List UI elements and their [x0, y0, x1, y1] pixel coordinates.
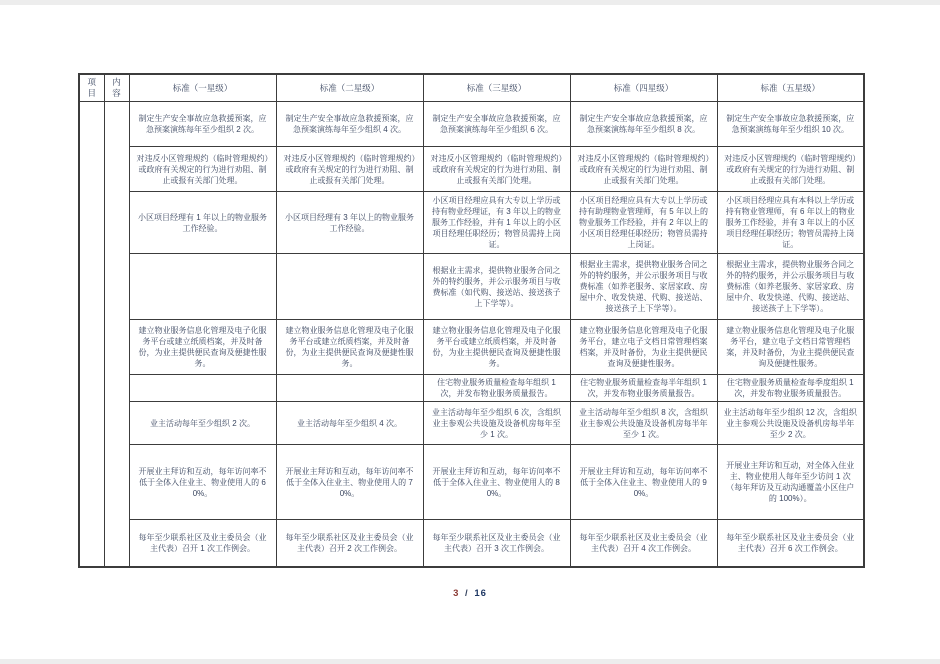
header-project-label: 项目 [87, 77, 97, 98]
standard-cell-r4-star3: 根据业主需求，提供物业服务合同之外的特约服务，并公示服务项目与收费标准（如代购、接送站、接送孩子上下学等）。 [423, 254, 570, 320]
standard-cell-r6-star4: 住宅物业服务质量检查每半年组织 1 次，并发布物业服务质量报告。 [570, 375, 717, 402]
standard-cell-r7-star3: 业主活动每年至少组织 6 次，含组织业主参观公共设施及设备机房每年至少 1 次。 [423, 402, 570, 445]
table-row [79, 375, 864, 402]
standard-cell-r6-star2 [276, 375, 423, 402]
standard-cell-r4-star5: 根据业主需求，提供物业服务合同之外的特约服务，并公示服务项目与收费标准（如养老服务、家居家政、房屋中介、收发快递、代购、接送站、接送孩子上下学等）。 [717, 254, 864, 320]
standard-cell-r3-star2: 小区项目经理有 3 年以上的物业服务工作经验。 [276, 192, 423, 254]
standard-cell-r9-star3: 每年至少联系社区及业主委员会（业主代表）召开 3 次工作例会。 [423, 520, 570, 567]
table-body [79, 102, 864, 567]
standard-cell-r4-star1 [129, 254, 276, 320]
table-row [79, 402, 864, 445]
standard-cell-r1-star3: 制定生产安全事故应急救援预案，应急预案演练每年至少组织 6 次。 [423, 102, 570, 147]
standard-cell-r3-star3: 小区项目经理应具有大专以上学历或持有物业经理证，有 3 年以上的物业服务工作经验，并有 1 年以上的小区项目经理任职经历；物管员需持上岗证。 [423, 192, 570, 254]
content-column-cell [104, 102, 129, 567]
standard-cell-r7-star1: 业主活动每年至少组织 2 次。 [129, 402, 276, 445]
standard-cell-r4-star4: 根据业主需求，提供物业服务合同之外的特约服务，并公示服务项目与收费标准（如养老服务、家居家政、房屋中介、收发快递、代购、接送站、接送孩子上下学等）。 [570, 254, 717, 320]
table-row [79, 102, 864, 147]
table-row [79, 445, 864, 520]
standard-cell-r1-star2: 制定生产安全事故应急救援预案，应急预案演练每年至少组织 4 次。 [276, 102, 423, 147]
header-project [79, 74, 104, 102]
standard-cell-r6-star5: 住宅物业服务质量检查每季度组织 1 次，并发布物业服务质量报告。 [717, 375, 864, 402]
header-star3: 标准（三星级） [423, 74, 570, 102]
standard-cell-r5-star1: 建立物业服务信息化管理及电子化服务平台或建立纸质档案，并及时备份，为业主提供便民查询及便捷性服务。 [129, 320, 276, 375]
standard-cell-r8-star3: 开展业主拜访和互动，每年访问率不低于全体入住业主、物业使用人的 80%。 [423, 445, 570, 520]
header-star4: 标准（四星级） [570, 74, 717, 102]
header-star1: 标准（一星级） [129, 74, 276, 102]
standard-cell-r7-star5: 业主活动每年至少组织 12 次，含组织业主参观公共设施及设备机房每半年至少 2 次。 [717, 402, 864, 445]
standard-cell-r6-star1 [129, 375, 276, 402]
standard-cell-r9-star2: 每年至少联系社区及业主委员会（业主代表）召开 2 次工作例会。 [276, 520, 423, 567]
standard-cell-r9-star5: 每年至少联系社区及业主委员会（业主代表）召开 6 次工作例会。 [717, 520, 864, 567]
standard-cell-r7-star4: 业主活动每年至少组织 8 次，含组织业主参观公共设施及设备机房每半年至少 1 次。 [570, 402, 717, 445]
standard-cell-r5-star3: 建立物业服务信息化管理及电子化服务平台或建立纸质档案，并及时备份，为业主提供便民查询及便捷性服务。 [423, 320, 570, 375]
table-row [79, 192, 864, 254]
standard-cell-r3-star5: 小区项目经理应具有本科以上学历或持有物业管理师，有 6 年以上的物业服务工作经验，并有 3 年以上的小区项目经理任职经历；物管员需持上岗证。 [717, 192, 864, 254]
standard-cell-r5-star5: 建立物业服务信息化管理及电子化服务平台，建立电子文档日常管理档案，并及时备份，为业主提供便民查询及便捷性服务。 [717, 320, 864, 375]
header-content-label: 内容 [112, 77, 121, 98]
project-column-cell [79, 102, 104, 567]
standard-cell-r8-star5: 开展业主拜访和互动，对全体入住业主、物业使用人每年至少访问 1 次（每年拜访及互动沟通覆盖小区住户的 100%）。 [717, 445, 864, 520]
standard-cell-r1-star5: 制定生产安全事故应急救援预案，应急预案演练每年至少组织 10 次。 [717, 102, 864, 147]
standard-cell-r3-star1: 小区项目经理有 1 年以上的物业服务工作经验。 [129, 192, 276, 254]
header-star5: 标准（五星级） [717, 74, 864, 102]
table-row [79, 320, 864, 375]
standard-cell-r2-star4: 对违反小区管理规约（临时管理规约）或政府有关规定的行为进行劝阻、制止或报有关部门处理。 [570, 147, 717, 192]
standard-cell-r7-star2: 业主活动每年至少组织 4 次。 [276, 402, 423, 445]
table-row [79, 254, 864, 320]
header-star2: 标准（二星级） [276, 74, 423, 102]
standard-cell-r9-star4: 每年至少联系社区及业主委员会（业主代表）召开 4 次工作例会。 [570, 520, 717, 567]
standard-cell-r1-star1: 制定生产安全事故应急救援预案，应急预案演练每年至少组织 2 次。 [129, 102, 276, 147]
standard-cell-r3-star4: 小区项目经理应具有大专以上学历或持有助理物业管理师，有 5 年以上的物业服务工作经验，并有 2 年以上的小区项目经理任职经历；物管员需持上岗证。 [570, 192, 717, 254]
standard-cell-r2-star3: 对违反小区管理规约（临时管理规约）或政府有关规定的行为进行劝阻、制止或报有关部门处理。 [423, 147, 570, 192]
standard-cell-r6-star3: 住宅物业服务质量检查每年组织 1 次，并发布物业服务质量报告。 [423, 375, 570, 402]
standard-cell-r8-star1: 开展业主拜访和互动，每年访问率不低于全体入住业主、物业使用人的 60%。 [129, 445, 276, 520]
standard-cell-r5-star4: 建立物业服务信息化管理及电子化服务平台，建立电子文档日常管理档案档案，并及时备份，为业主提供便民查询及便捷性服务。 [570, 320, 717, 375]
standard-cell-r2-star1: 对违反小区管理规约（临时管理规约）或政府有关规定的行为进行劝阻、制止或报有关部门处理。 [129, 147, 276, 192]
page-number-separator: / [465, 588, 469, 599]
table-row [79, 520, 864, 567]
page-number [0, 588, 940, 599]
standard-cell-r4-star2 [276, 254, 423, 320]
standard-cell-r1-star4: 制定生产安全事故应急救援预案，应急预案演练每年至少组织 8 次。 [570, 102, 717, 147]
standard-cell-r2-star2: 对违反小区管理规约（临时管理规约）或政府有关规定的行为进行劝阻、制止或报有关部门处理。 [276, 147, 423, 192]
standard-cell-r2-star5: 对违反小区管理规约（临时管理规约）或政府有关规定的行为进行劝阻、制止或报有关部门处理。 [717, 147, 864, 192]
standard-cell-r9-star1: 每年至少联系社区及业主委员会（业主代表）召开 1 次工作例会。 [129, 520, 276, 567]
standard-cell-r8-star2: 开展业主拜访和互动，每年访问率不低于全体入住业主、物业使用人的 70%。 [276, 445, 423, 520]
table-row [79, 147, 864, 192]
page-number-current: 3 [453, 588, 460, 599]
standard-cell-r5-star2: 建立物业服务信息化管理及电子化服务平台或建立纸质档案，并及时备份，为业主提供便民查询及便捷性服务。 [276, 320, 423, 375]
header-content [104, 74, 129, 102]
page-number-total: 16 [474, 588, 487, 599]
service-standards-table [78, 73, 865, 568]
table-header-row [79, 74, 864, 102]
standard-cell-r8-star4: 开展业主拜访和互动，每年访问率不低于全体入住业主、物业使用人的 90%。 [570, 445, 717, 520]
